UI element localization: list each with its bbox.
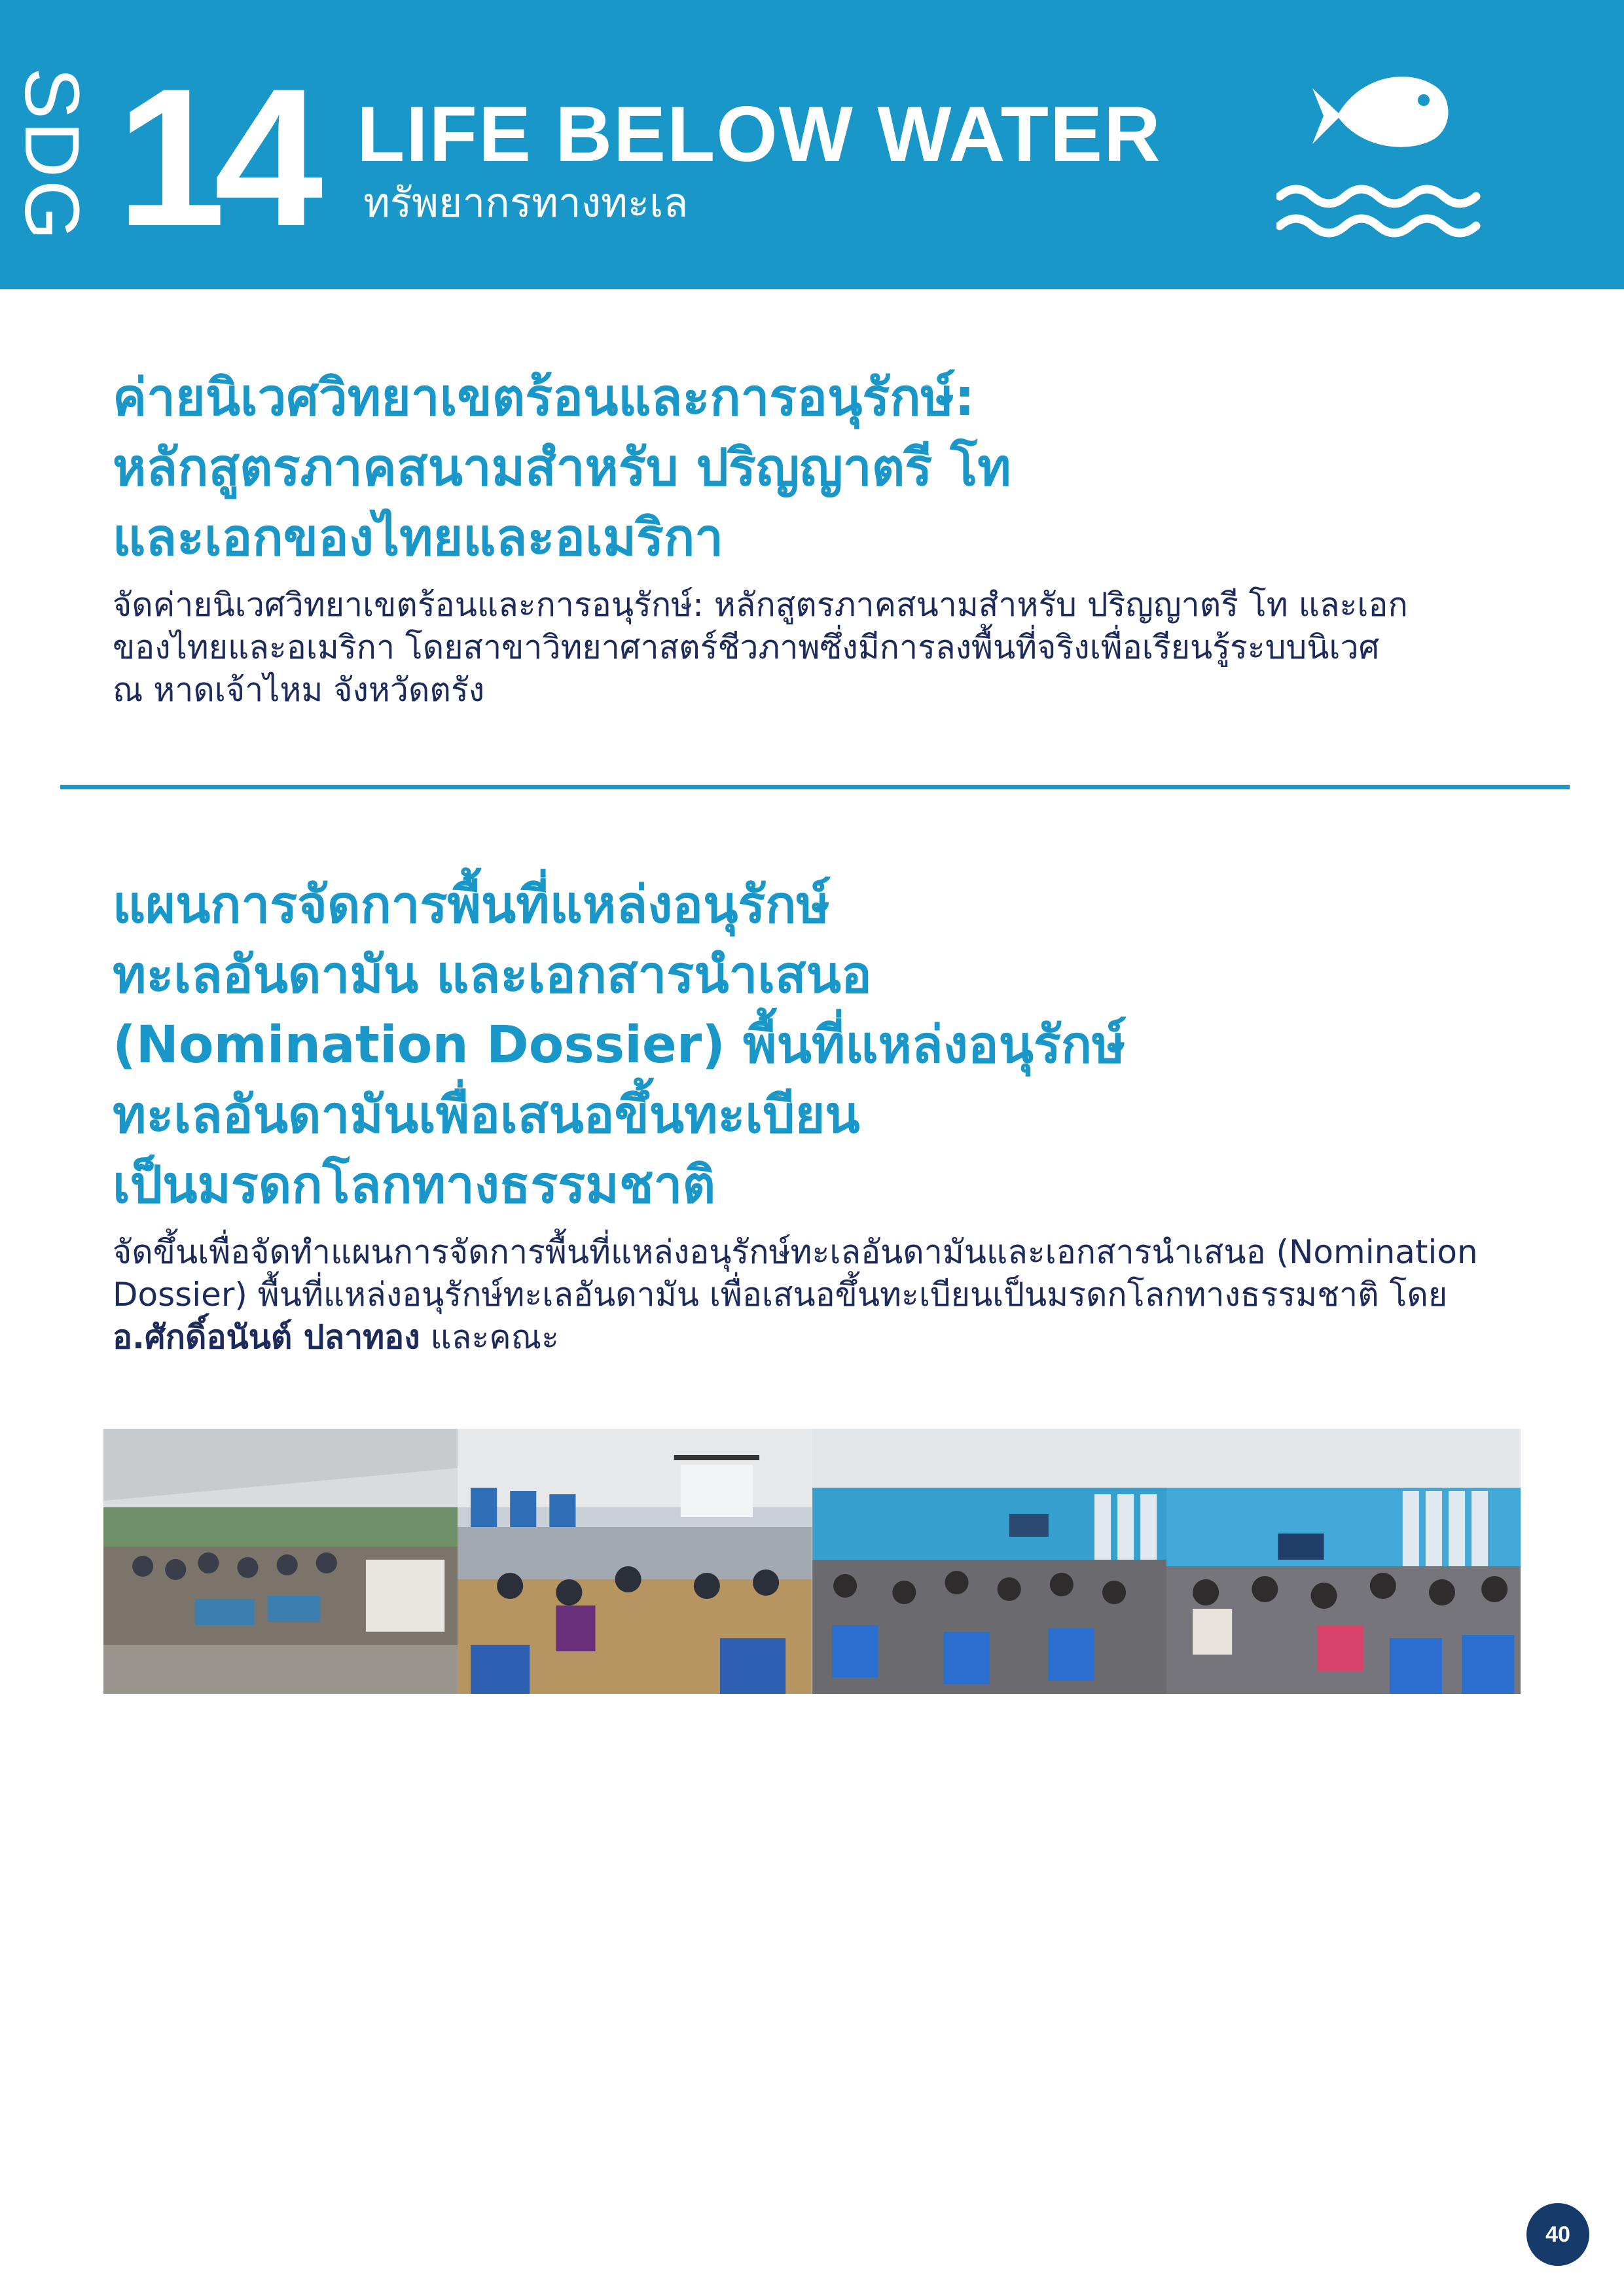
title-line: (Nomination Dossier) พื้นที่แหล่งอนุรักษ์: [113, 1016, 1126, 1075]
author-name: อ.ศักดิ์อนันต์ ปลาทอง: [113, 1318, 420, 1356]
sdg-label-vertical: [9, 67, 95, 243]
body-line: ณ หาดเจ้าไหม จังหวัดตรัง: [113, 671, 485, 709]
section-body: [113, 584, 1526, 711]
sdg-label: SDG: [9, 67, 95, 243]
section-title: [113, 363, 1526, 573]
body-line: จัดขึ้นเพื่อจัดทำแผนการจัดการพื้นที่แหล่งอนุรักษ์ทะเลอันดามันและเอกสารนำเสนอ (Nomination: [113, 1233, 1478, 1271]
section-tropical-ecology-camp: [113, 363, 1526, 711]
photo-strip: [103, 1429, 1521, 1694]
title-line: ทะเลอันดามันเพื่อเสนอขึ้นทะเบียน: [113, 1086, 860, 1145]
meeting-photo-2: [458, 1429, 812, 1694]
body-line: Dossier) พื้นที่แหล่งอนุรักษ์ทะเลอันดามัน เพื่อเสนอขึ้นทะเบียนเป็นมรดกโลกทางธรรมชาติ โดย: [113, 1276, 1448, 1314]
body-line-last: [113, 1316, 1526, 1359]
fish-waves-icon: [1276, 62, 1486, 245]
title-line: เป็นมรดกโลกทางธรรมชาติ: [113, 1156, 716, 1215]
title-line: หลักสูตรภาคสนามสำหรับ ปริญญาตรี โท: [113, 439, 1011, 497]
body-line: จัดค่ายนิเวศวิทยาเขตร้อนและการอนุรักษ์: หลักสูตรภาคสนามสำหรับ ปริญญาตรี โท และเอก: [113, 586, 1408, 624]
body-line: ของไทยและอเมริกา โดยสาขาวิทยาศาสตร์ชีวภาพซึ่งมีการลงพื้นที่จริงเพื่อเรียนรู้ระบบนิเวศ: [113, 628, 1380, 666]
title-line: แผนการจัดการพื้นที่แหล่งอนุรักษ์: [113, 876, 830, 935]
section-divider: [60, 785, 1570, 789]
page-number: 40: [1545, 2221, 1570, 2247]
title-line: ค่ายนิเวศวิทยาเขตร้อนและการอนุรักษ์:: [113, 368, 975, 427]
goal-title: LIFE BELOW WATER: [357, 90, 1162, 178]
meeting-photo-3: [812, 1429, 1166, 1694]
sdg-header-banner: [0, 0, 1624, 289]
section-title: [113, 870, 1526, 1221]
meeting-photo-1: [103, 1429, 458, 1694]
meeting-photo-4: [1166, 1429, 1521, 1694]
section-andaman-heritage-plan: [113, 870, 1526, 1359]
goal-number: 14: [117, 47, 312, 267]
body-tail: และคณะ: [420, 1318, 559, 1356]
title-line: และเอกของไทยและอเมริกา: [113, 509, 724, 567]
goal-subtitle: ทรัพยากรทางทะเล: [363, 179, 689, 226]
section-body: [113, 1231, 1526, 1359]
page-number-badge: [1526, 2203, 1589, 2266]
title-line: ทะเลอันดามัน และเอกสารนำเสนอ: [113, 946, 872, 1005]
